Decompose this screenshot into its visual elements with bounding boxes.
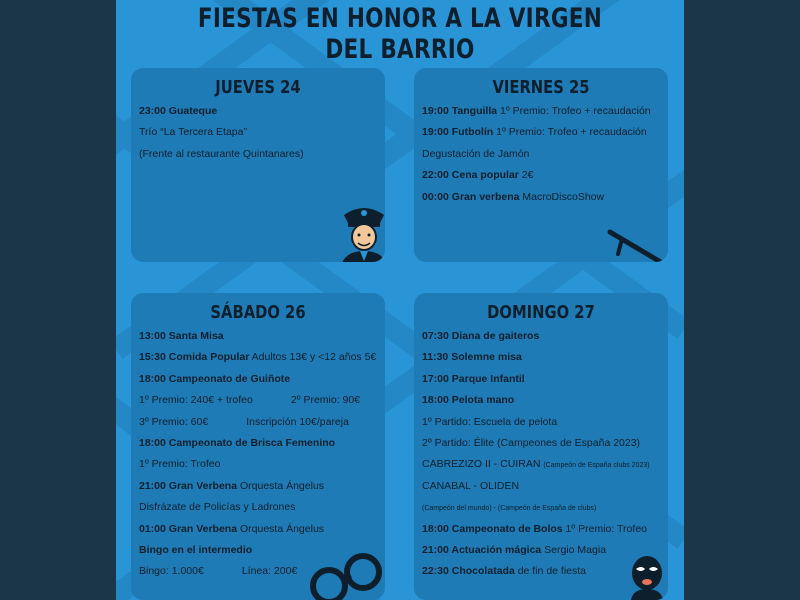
event-text: CANABAL - OLIDEN [422, 479, 520, 492]
day-heading: JUEVES 24 [215, 77, 301, 98]
event-text: 1º Premio: Trofeo + recaudación [493, 126, 647, 139]
event-text: 1º Premio: Trofeo + recaudación [497, 105, 651, 117]
event-poster [116, 0, 684, 600]
event-line [139, 436, 385, 457]
event-time: 00:00 Gran verbena [422, 190, 520, 203]
event-text: Disfrázate de Policías y Ladrones [139, 501, 296, 514]
event-line [422, 104, 668, 125]
event-time: Bingo en el intermedio [139, 543, 253, 556]
event-line [139, 350, 385, 371]
event-time: 21:00 Gran Verbena [139, 479, 238, 492]
event-text: 1º Premio: Trofeo [139, 458, 221, 471]
event-text: Sergio Magia [541, 543, 607, 556]
event-line [422, 190, 668, 211]
event-line [422, 393, 668, 414]
event-line [139, 500, 385, 521]
event-text: Degustación de Jamón [422, 147, 530, 160]
day-panel-domingo [414, 293, 668, 600]
event-time: 11:30 Solemne misa [422, 351, 522, 364]
handcuffs-icon [307, 550, 383, 600]
event-list [131, 99, 385, 168]
event-time: 21:00 Actuación mágica [422, 543, 542, 556]
event-time: 22:00 Cena popular [422, 169, 519, 182]
event-text-secondary: 2º Premio: 90€ [290, 394, 361, 407]
event-time: 19:00 Tanguilla [422, 105, 498, 117]
event-line [139, 104, 385, 125]
event-line [422, 457, 668, 478]
event-line [422, 522, 668, 543]
event-line [422, 415, 668, 436]
event-text: CABREZIZO II - CUIRAN [422, 458, 544, 471]
event-time: 22:30 Chocolatada [422, 565, 515, 578]
event-line [139, 372, 385, 393]
event-line [139, 393, 385, 414]
event-line [139, 329, 385, 350]
baton-icon [606, 226, 668, 262]
event-line [422, 479, 668, 500]
event-line [422, 147, 668, 168]
event-time: 07:30 Diana de gaiteros [422, 330, 540, 342]
day-panel-sabado [131, 293, 385, 600]
event-text: (Frente al restaurante Quintanares) [139, 147, 304, 160]
day-heading: SÁBADO 26 [210, 302, 306, 323]
event-text: 1º Premio: Trofeo [562, 522, 647, 535]
event-time: 17:00 Parque Infantil [422, 372, 525, 385]
day-panel-viernes [414, 68, 668, 262]
event-line [139, 522, 385, 543]
poster-title: FIESTAS EN HONOR A LA VIRGEN DEL BARRIO [197, 3, 603, 65]
event-line [422, 500, 668, 521]
day-heading: VIERNES 25 [492, 77, 590, 98]
event-text: MacroDiscoShow [519, 190, 605, 203]
event-time: 15:30 Comida Popular [139, 351, 250, 364]
event-text-secondary: Línea: 200€ [241, 565, 298, 578]
event-text: Orquesta Ángelus [237, 479, 325, 492]
event-list [131, 324, 385, 586]
event-note: (Campeón del mundo) - (Campeón de España de clubs) [422, 505, 597, 513]
event-time: 18:00 Pelota mano [422, 394, 515, 407]
event-time: 18:00 Campeonato de Guiñote [139, 372, 291, 385]
event-text: 1º Premio: 240€ + trofeo [139, 394, 253, 407]
event-line [422, 168, 668, 189]
event-line [139, 147, 385, 168]
event-note: (Campeón de España clubs 2023) [543, 462, 650, 470]
event-line [422, 350, 668, 371]
event-text: Adultos 13€ y <12 años 5€ [249, 351, 377, 364]
event-time: 13:00 Santa Misa [139, 330, 224, 342]
event-line [422, 329, 668, 350]
event-line [139, 415, 385, 436]
event-line [139, 457, 385, 478]
event-text: 2º Partido: Élite (Campeones de España 2023) [422, 436, 641, 449]
event-line [139, 125, 385, 146]
day-heading: DOMINGO 27 [487, 302, 595, 323]
event-text: de fin de fiesta [514, 565, 587, 578]
event-time: 18:00 Campeonato de Bolos [422, 522, 563, 535]
event-line [422, 372, 668, 393]
event-time: 19:00 Futbolín [422, 126, 494, 139]
event-text: 1º Partido: Escuela de pelota [422, 415, 558, 428]
event-line [139, 479, 385, 500]
police-officer-icon [336, 201, 385, 262]
event-list [414, 324, 668, 586]
robber-mask-icon [629, 555, 665, 600]
event-time: 01:00 Gran Verbena [139, 522, 238, 535]
event-list [414, 99, 668, 211]
event-text: 3º Premio: 60€ [139, 415, 209, 428]
day-panel-jueves [131, 68, 385, 262]
event-time: 18:00 Campeonato de Brisca Femenino [139, 436, 336, 449]
event-text: Orquesta Ángelus [237, 522, 325, 535]
event-text: Bingo: 1.000€ [139, 565, 204, 578]
event-text-secondary: Inscripción 10€/pareja [246, 415, 349, 428]
event-line [422, 125, 668, 146]
event-text: Trío “La Tercera Etapa” [139, 126, 247, 139]
event-text: 2€ [518, 169, 534, 182]
event-time: 23:00 Guateque [139, 105, 218, 117]
event-line [422, 436, 668, 457]
